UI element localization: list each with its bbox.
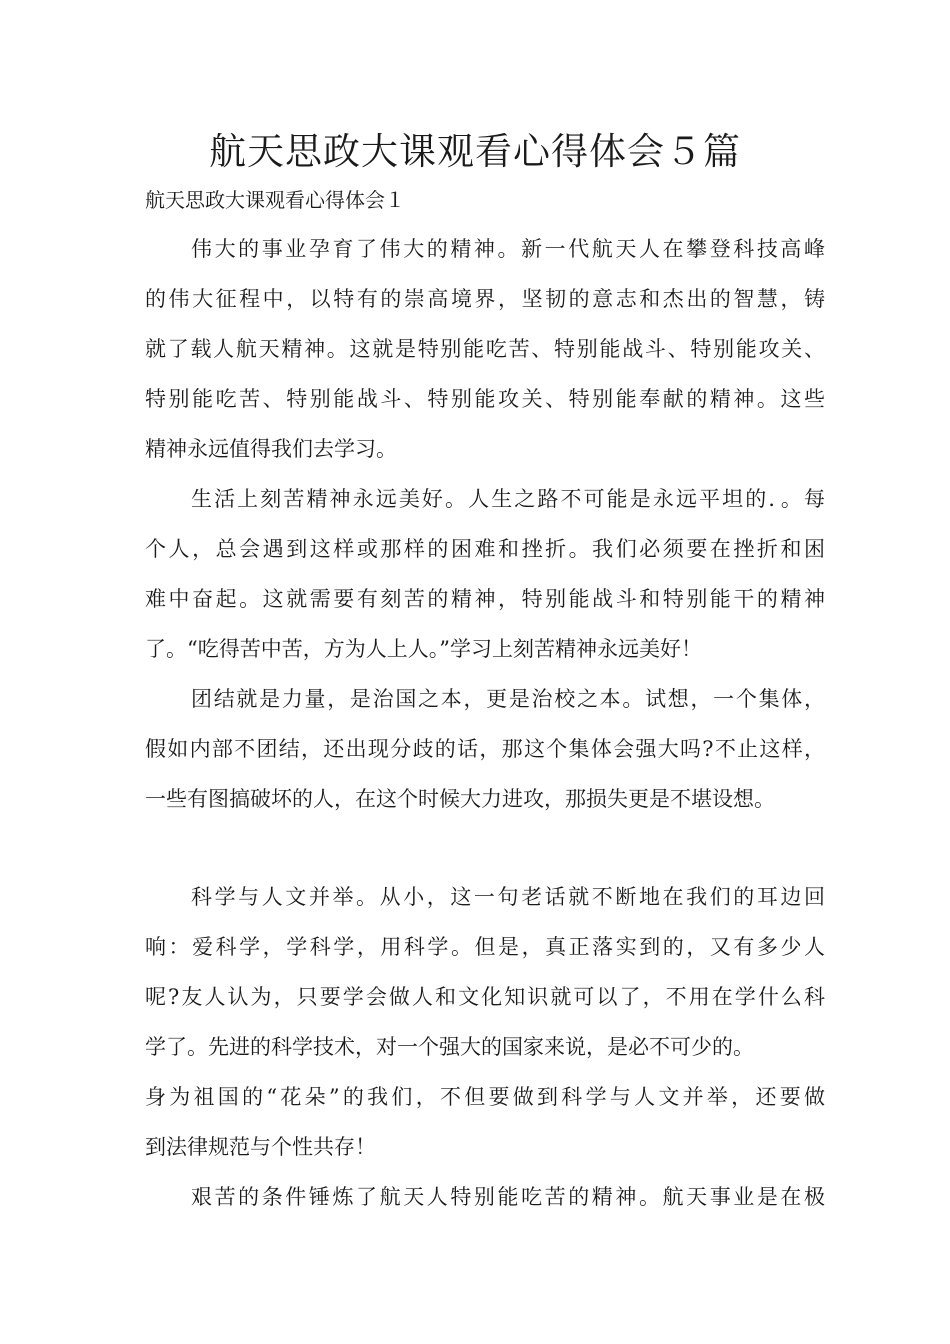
paragraph-line: 难中奋起。这就需要有刻苦的精神，特别能战斗和特别能干的精神 [145,587,825,611]
paragraph-1 [145,224,825,474]
paragraph-line: 科学与人文并举。从小，这一句老话就不断地在我们的耳边回 [191,885,825,909]
paragraph-line: 就了载人航天精神。这就是特别能吃苦、特别能战斗、特别能攻关、 [145,337,825,361]
paragraph-line: 个人，总会遇到这样或那样的困难和挫折。我们必须要在挫折和困 [145,537,825,561]
paragraph-4 [145,872,825,1172]
paragraph-2 [145,474,825,674]
paragraph-line: 精神永远值得我们去学习。 [145,437,397,461]
paragraph-line: 特别能吃苦、特别能战斗、特别能攻关、特别能奉献的精神。这些 [145,387,825,411]
paragraph-line: 到法律规范与个性共存！ [145,1135,376,1159]
paragraph-line: 生活上刻苦精神永远美好。人生之路不可能是永远平坦的．。每 [191,487,825,511]
paragraph-3 [145,674,825,824]
paragraph-line: 呢?友人认为，只要学会做人和文化知识就可以了，不用在学什么科 [145,985,825,1009]
paragraph-line: 艰苦的条件锤炼了航天人特别能吃苦的精神。航天事业是在极 [191,1185,825,1209]
document-title: 航天思政大课观看心得体会５篇 [209,130,741,173]
paragraph-line: 响：爱科学，学科学，用科学。但是，真正落实到的，又有多少人 [145,935,825,959]
paragraph-line: 的伟大征程中，以特有的崇高境界，坚韧的意志和杰出的智慧，铸 [145,287,825,311]
paragraph-line: 学了。先进的科学技术，对一个强大的国家来说，是必不可少的。 [145,1035,754,1059]
paragraph-line: 了。“吃得苦中苦，方为人上人。”学习上刻苦精神永远美好！ [145,637,702,661]
paragraph-5 [145,1172,825,1222]
paragraph-line: 身为祖国的“花朵”的我们，不但要做到科学与人文并举，还要做 [145,1085,825,1109]
paragraph-line: 一些有图搞破坏的人，在这个时候大力进攻，那损失更是不堪设想。 [145,787,775,811]
paragraph-line: 假如内部不团结，还出现分歧的话，那这个集体会强大吗?不止这样， [145,737,825,761]
section-heading: 航天思政大课观看心得体会１ [145,188,405,212]
paragraph-line: 伟大的事业孕育了伟大的精神。新一代航天人在攀登科技高峰 [191,237,825,261]
paragraph-line: 团结就是力量，是治国之本，更是治校之本。试想，一个集体， [191,687,825,711]
